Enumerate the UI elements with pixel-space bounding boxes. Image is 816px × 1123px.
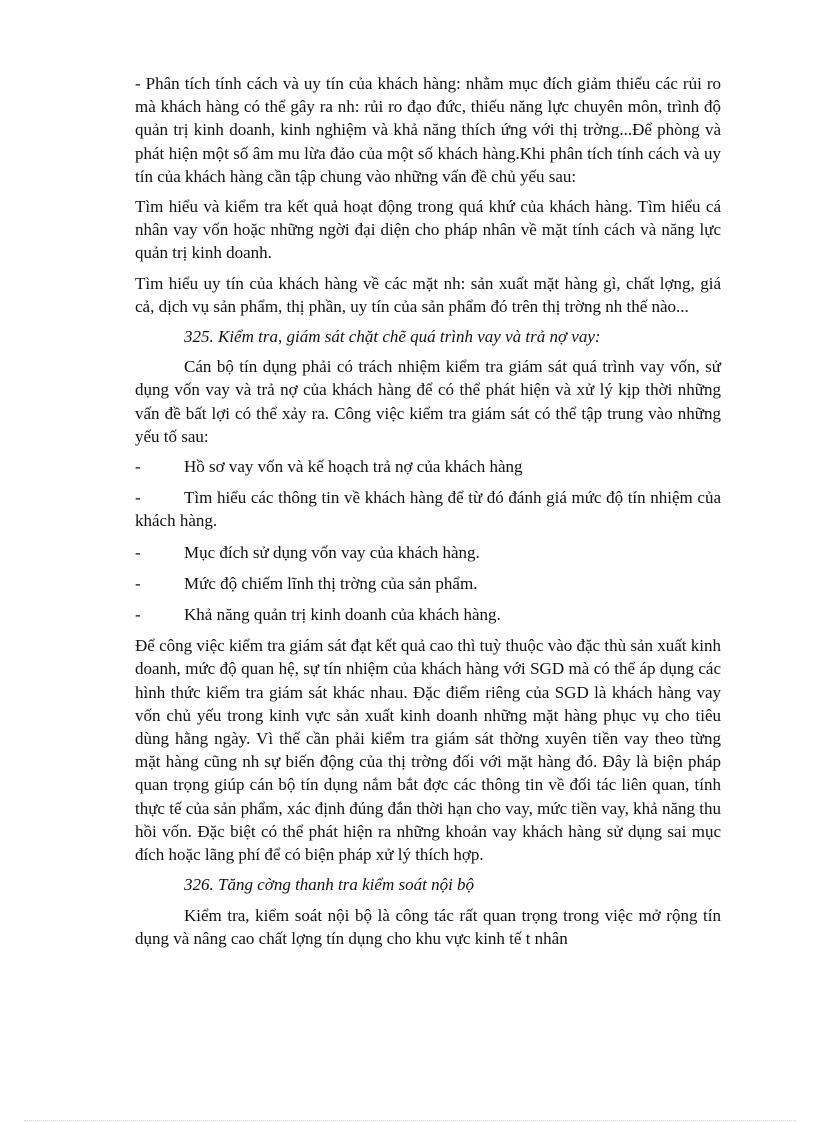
list-item-text: Hồ sơ vay vốn và kế hoạch trả nợ của khách hàng xyxy=(184,457,523,477)
dash-marker: - xyxy=(135,573,141,593)
paragraph-customer-character: - Phân tích tính cách và uy tín của khách hàng: nhằm mục đích giảm thiểu các rủi ro mà khách hàng có thể gây ra nh: rủi ro đạo đức, thiếu năng lực chuyên môn, trình độ quản trị kinh doanh, kinh nghiệm và khả năng thích ứng với thị trờng...Để phòng và phát hiện một số âm mu lừa đảo của một số khách hàng.Khi phân tích tính cách và uy tín của khách hàng cần tập chung vào những vấn đề chủ yếu sau: xyxy=(135,74,721,186)
bullet-list xyxy=(135,455,721,626)
dash-marker: - xyxy=(135,542,141,562)
page-bottom-divider xyxy=(24,1120,796,1121)
paragraph-supervision-approach: Để công việc kiểm tra giám sát đạt kết quả cao thì tuỳ thuộc vào đặc thù sản xuất kinh doanh, mức độ quan hệ, sự tín nhiệm của khách hàng với SGD mà có thể áp dụng các hình thức kiểm tra giám sát khác nhau. Đặc điểm riêng của SGD là khách hàng vay vốn chủ yếu trong kinh vực sản xuất kinh doanh những mặt hàng phục vụ cho tiêu dùng hằng ngày. Vì thế cần phải kiểm tra giám sát thờng xuyên tiền vay theo từng mặt hàng cũng nh sự biến động của thị trờng đối với mặt hàng đó. Đây là biện pháp quan trọng giúp cán bộ tín dụng nắm bắt đợc các thông tin về đối tác liên quan, tính thực tế của sản phẩm, xác định đúng đắn thời hạn cho vay, mức tiền vay, khả năng thu hồi vốn. Đặc biệt có thể phát hiện ra những khoản vay khách hàng sử dụng sai mục đích hoặc lãng phí để có biện pháp xử lý thích hợp. xyxy=(135,636,721,865)
paragraph-reputation: Tìm hiểu uy tín của khách hàng về các mặt nh: sản xuất mặt hàng gì, chất lợng, giá cả, dịch vụ sản phẩm, thị phần, uy tín của sản phẩm đó trên thị trờng nh thế nào... xyxy=(135,273,721,316)
list-item xyxy=(135,455,721,478)
list-item xyxy=(135,603,721,626)
dash-marker: - xyxy=(135,605,141,625)
list-item xyxy=(135,541,721,564)
paragraph-loan-officer: Cán bộ tín dụng phải có trách nhiệm kiểm tra giám sát quá trình vay vốn, sử dụng vốn vay và trả nợ của khách hàng để có thể phát hiện và xử lý kịp thời những vấn đề bất lợi có thể xảy ra. Công việc kiểm tra giám sát có thể tập trung vào những yếu tố sau: xyxy=(135,357,721,446)
paragraph-internal-control: Kiểm tra, kiểm soát nội bộ là công tác rất quan trọng trong việc mở rộng tín dụng và nâng cao chất lợng tín dụng cho khu vực kinh tế t nhân xyxy=(135,905,721,948)
list-item-text: Tìm hiểu các thông tin về khách hàng để từ đó đánh giá mức độ tín nhiệm của khách hàng. xyxy=(135,488,721,531)
paragraph-past-performance: Tìm hiểu và kiểm tra kết quả hoạt động trong quá khứ của khách hàng. Tìm hiểu cá nhân vay vốn hoặc những ngời đại diện cho pháp nhân về mặt tính cách và năng lực quản trị kinh doanh. xyxy=(135,197,721,263)
dash-marker: - xyxy=(135,488,141,508)
dash-marker: - xyxy=(135,457,141,477)
document-page xyxy=(135,72,721,957)
section-heading-326: 326. Tăng cờng thanh tra kiểm soát nội bộ xyxy=(184,875,475,895)
list-item xyxy=(135,572,721,595)
list-item xyxy=(135,486,721,532)
section-heading-325: 325. Kiểm tra, giám sát chặt chẽ quá trình vay và trả nợ vay: xyxy=(184,327,601,347)
list-item-text: Khả năng quản trị kinh doanh của khách hàng. xyxy=(184,605,501,625)
list-item-text: Mức độ chiếm lĩnh thị trờng của sản phẩm. xyxy=(184,573,478,593)
list-item-text: Mục đích sử dụng vốn vay của khách hàng. xyxy=(184,542,480,562)
